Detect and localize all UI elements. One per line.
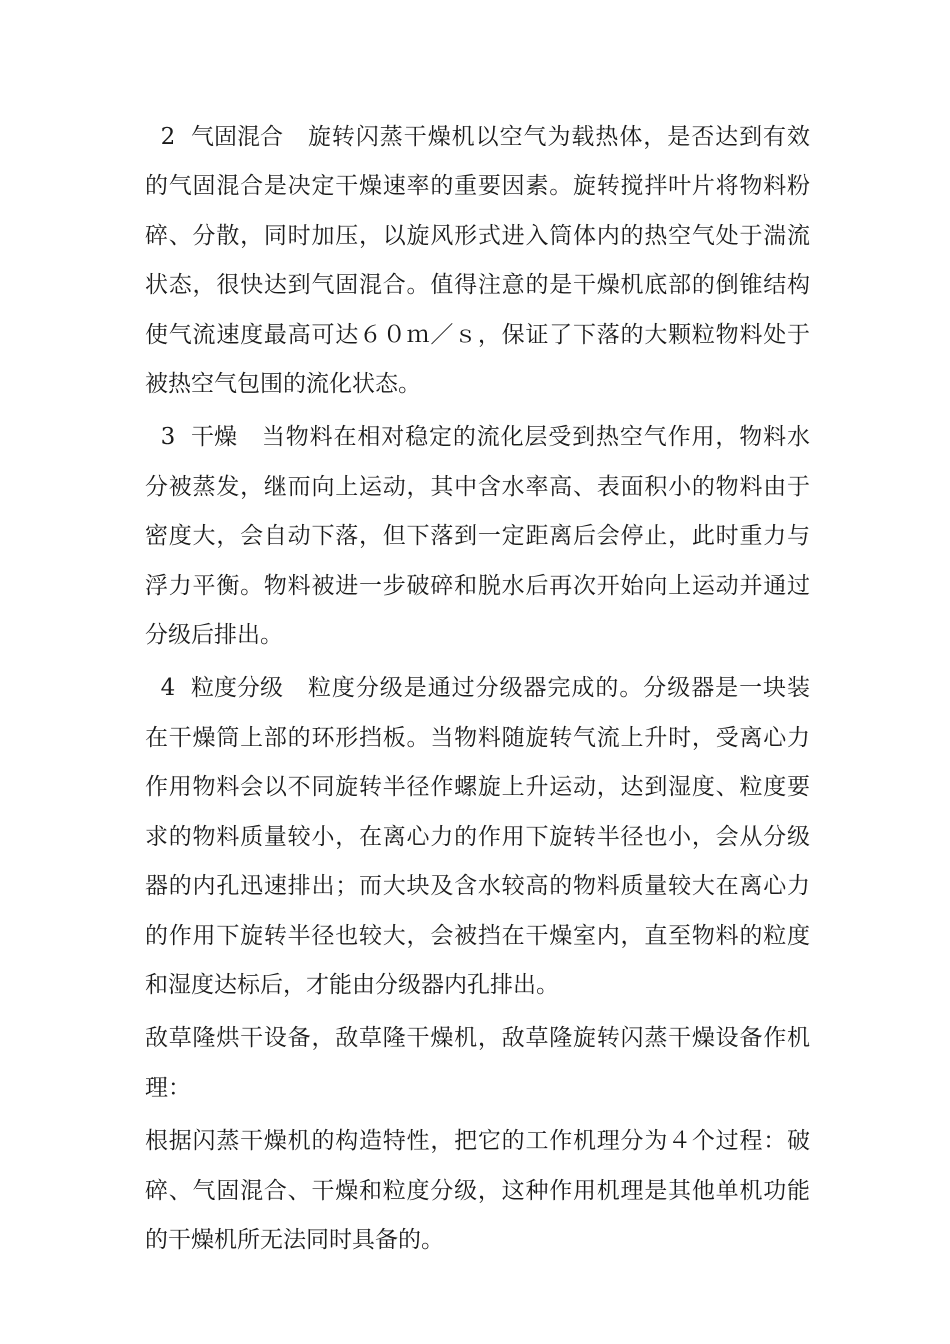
section-text: 旋转闪蒸干燥机以空气为载热体，是否达到有效的气固混合是决定干燥速率的重要因素。旋转搅拌叶片将物料粉碎、分散，同时加压，以旋风形式进入筒体内的热空气处于湍流状态，很快达到气固混合。值得注意的是干燥机底部的倒锥结构使气流速度最高可达６０ｍ／ｓ，保证了下落的大颗粒物料处于被热空气包围的流化状态。: [145, 124, 810, 398]
section-gas-solid-mixing: [145, 113, 810, 409]
section-heading: 气固混合: [191, 124, 283, 150]
section-text: 粒度分级是通过分级器完成的。分级器是一块装在干燥筒上部的环形挡板。当物料随旋转气流上升时，受离心力作用物料会以不同旋转半径作螺旋上升运动，达到湿度、粒度要求的物料质量较小，在离心力的作用下旋转半径也小，会从分级器的内孔迅速排出；而大块及含水较高的物料质量较大在离心力的作用下旋转半径也较大，会被挡在干燥室内，直至物料的粒度和湿度达标后，才能由分级器内孔排出。: [145, 675, 810, 998]
section-number: 4: [160, 675, 176, 702]
section-text: 当物料在相对稳定的流化层受到热空气作用，物料水分被蒸发，继而向上运动，其中含水率高、表面积小的物料由于密度大，会自动下落，但下落到一定距离后会停止，此时重力与浮力平衡。物料被进一步破碎和脱水后再次开始向上运动并通过分级后排出。: [145, 424, 810, 649]
section-heading: 干燥: [191, 424, 237, 451]
section-number: 3: [160, 424, 176, 451]
section-drying: [145, 413, 810, 660]
document-body: [145, 113, 810, 1265]
section-heading: 粒度分级: [191, 675, 283, 702]
closing-paragraph: 根据闪蒸干燥机的构造特性，把它的工作机理分为４个过程：破碎、气固混合、干燥和粒度分级，这种作用机理是其他单机功能的干燥机所无法同时具备的。: [145, 1128, 810, 1253]
title-line: 敌草隆烘干设备，敌草隆干燥机，敌草隆旋转闪蒸干燥设备作机理：: [145, 1025, 810, 1101]
section-number: 2: [160, 124, 176, 150]
section-particle-classification: [145, 664, 810, 1010]
